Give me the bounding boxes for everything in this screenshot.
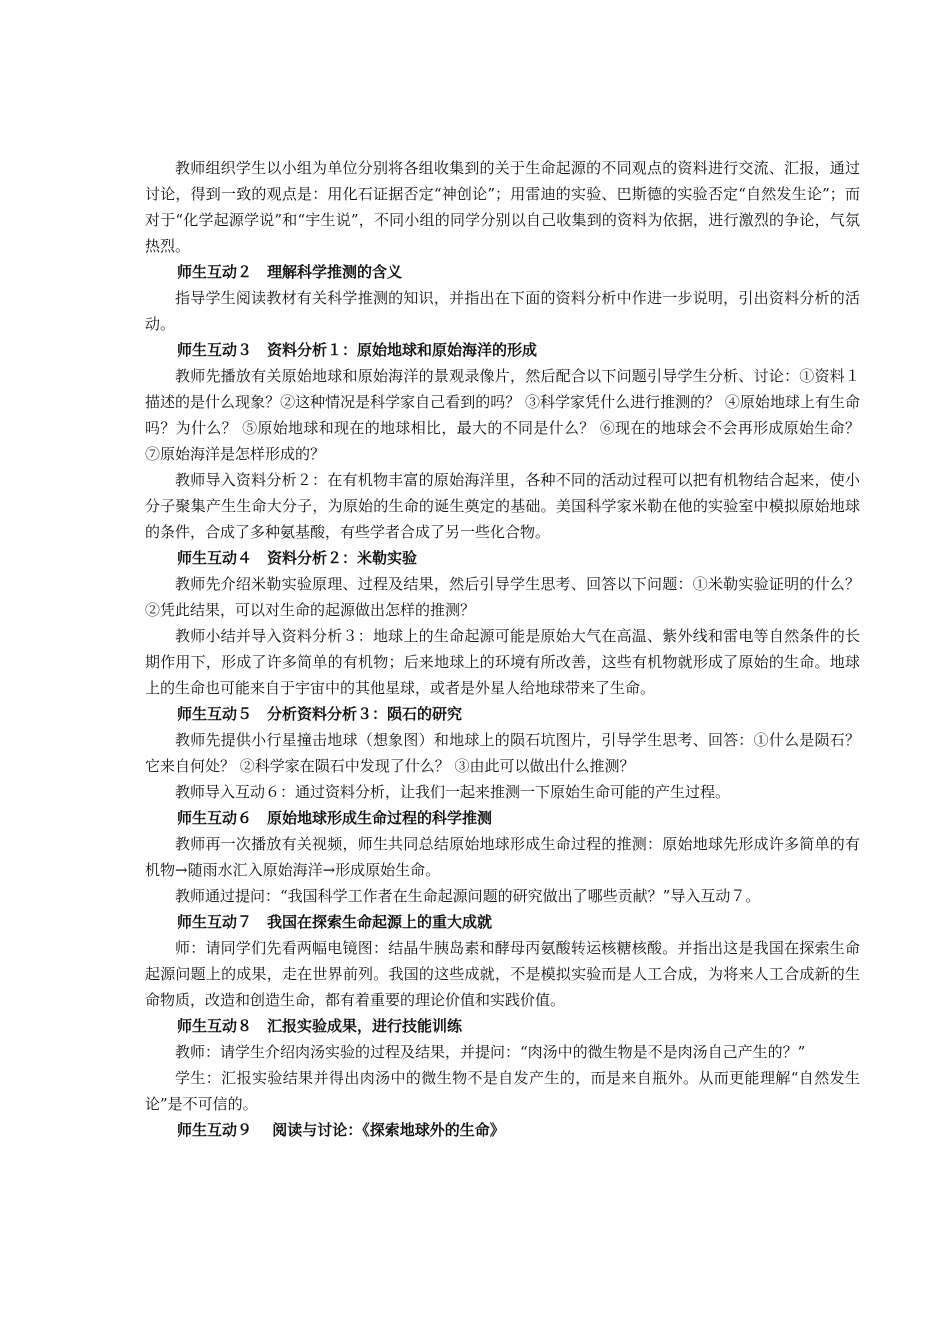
section-heading: 师生互动４ 资料分析２：米勒实验: [177, 549, 418, 567]
section-heading: 师生互动７ 我国在探索生命起源上的重大成就: [177, 913, 493, 931]
paragraph: 学生：汇报实验结果并得出肉汤中的微生物不是自发产生的，而是来自瓶外。从而更能理解“自然发生论”是不可信的。: [145, 1069, 860, 1113]
paragraph: 指导学生阅读教材有关科学推测的知识，并指出在下面的资料分析中作进一步说明，引出资料分析的活动。: [145, 289, 860, 333]
paragraph: 教师通过提问：“我国科学工作者在生命起源问题的研究做出了哪些贡献？”导入互动７。: [175, 887, 761, 905]
section-heading: 师生互动９ 阅读与讨论：《探索地球外的生命》: [177, 1121, 505, 1139]
section-heading: 师生互动３ 资料分析１：原始地球和原始海洋的形成: [177, 341, 538, 359]
paragraph: 教师再一次播放有关视频，师生共同总结原始地球形成生命过程的推测：原始地球先形成许多简单的有机物→随雨水汇入原始海洋→形成原始生命。: [145, 835, 860, 879]
paragraph: 教师小结并导入资料分析３：地球上的生命起源可能是原始大气在高温、紫外线和雷电等自然条件的长期作用下，形成了许多简单的有机物；后来地球上的环境有所改善，这些有机物就形成了原始的生命。地球上的生命也可能来自于宇宙中的其他星球，或者是外星人给地球带来了生命。: [145, 627, 860, 697]
paragraph: 师：请同学们先看两幅电镜图：结晶牛胰岛素和酵母丙氨酸转运核糖核酸。并指出这是我国在探索生命起源问题上的成果，走在世界前列。我国的这些成就，不是模拟实验而是人工合成，为将来人工合成新的生命物质，改造和创造生命，都有着重要的理论价值和实践价值。: [145, 939, 860, 1009]
paragraph: 教师：请学生介绍肉汤实验的过程及结果，并提问：“肉汤中的微生物是不是肉汤自己产生的？”: [175, 1043, 806, 1061]
paragraph: 教师导入互动６：通过资料分析，让我们一起来推测一下原始生命可能的产生过程。: [175, 783, 731, 801]
section-heading: 师生互动５ 分析资料分析３：陨石的研究: [177, 705, 463, 723]
section-heading: 师生互动６ 原始地球形成生命过程的科学推测: [177, 809, 493, 827]
paragraph: 教师先播放有关原始地球和原始海洋的景观录像片，然后配合以下问题引导学生分析、讨论：①资料１描述的是什么现象？②这种情况是科学家自己看到的吗？ ③科学家凭什么进行推测的？ ④原始地球上有生命吗？为什么？ ⑤原始地球和现在的地球相比，最大的不同是什么？ ⑥现在的地球会不会再形成原始生命？ ⑦原始海洋是怎样形成的？: [145, 367, 860, 463]
paragraph: 教师组织学生以小组为单位分别将各组收集到的关于生命起源的不同观点的资料进行交流、汇报，通过讨论，得到一致的观点是：用化石证据否定“神创论”；用雷迪的实验、巴斯德的实验否定“自然发生论”；而对于“化学起源学说”和“宇生说”，不同小组的同学分别以自己收集到的资料为依据，进行激烈的争论，气氛热烈。: [145, 159, 860, 255]
paragraph: 教师导入资料分析２：在有机物丰富的原始海洋里，各种不同的活动过程可以把有机物结合起来，使小分子聚集产生生命大分子，为原始的生命的诞生奠定的基础。美国科学家米勒在他的实验室中模拟原始地球的条件，合成了多种氨基酸，有些学者合成了另一些化合物。: [145, 471, 860, 541]
paragraph: 教师先提供小行星撞击地球（想象图）和地球上的陨石坑图片，引导学生思考、回答：①什么是陨石？它来自何处？ ②科学家在陨石中发现了什么？ ③由此可以做出什么推测？: [145, 731, 860, 775]
paragraph: 教师先介绍米勒实验原理、过程及结果，然后引导学生思考、回答以下问题：①米勒实验证明的什么？ ②凭此结果，可以对生命的起源做出怎样的推测？: [145, 575, 860, 619]
document-page: [145, 155, 860, 1143]
section-heading: 师生互动２ 理解科学推测的含义: [177, 263, 403, 281]
section-heading: 师生互动８ 汇报实验成果，进行技能训练: [177, 1017, 463, 1035]
